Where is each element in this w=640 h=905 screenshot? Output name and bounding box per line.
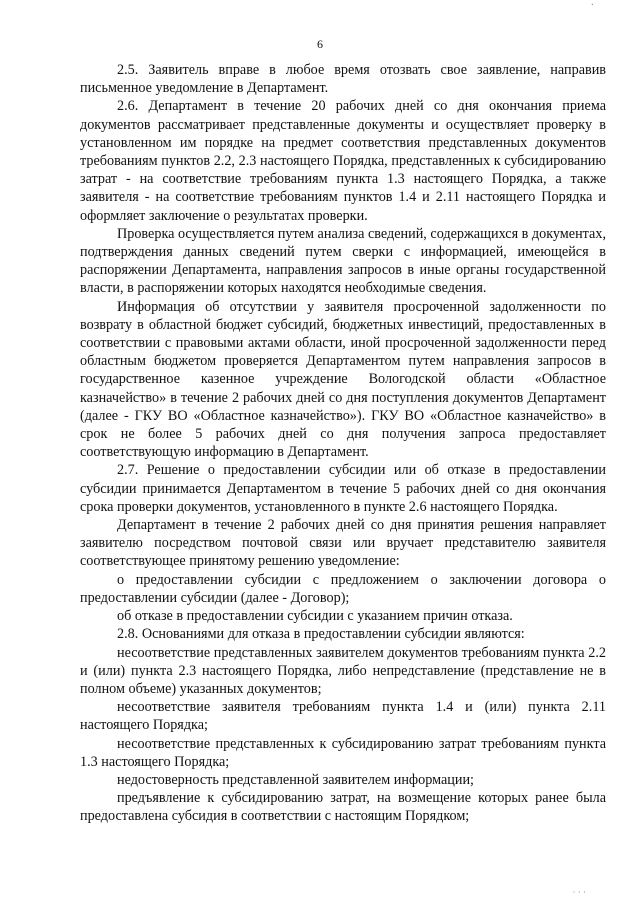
paragraph-reason-false-info: недостоверность представленной заявителем информации; — [117, 771, 474, 788]
paragraph-2-6: 2.6. Департамент в течение 20 рабочих дней со дня окончания приема документов рассматривает представленные документы и осуществляет проверку в установленном им порядке на предмет соответствия представленных документов требованиям пунктов 2.2, 2.3 настоящего Порядка, представленных к субсидированию затрат - на соответствие требованиям пункта 1.3 настоящего Порядка, а также заявителя - на соответствие требованиям пунктов 1.4 и 2.11 настоящего Порядка и оформляет заключение о результатах проверки. — [80, 98, 606, 224]
paragraph-reason-documents: несоответствие представленных заявителем документов требованиям пункта 2.2 и (или) пункта 2.3 настоящего Порядка, либо непредставление (представление не в полном объеме) указанных документов; — [80, 644, 606, 697]
footer-mark: · · · — [572, 887, 586, 897]
document-body — [80, 61, 606, 826]
paragraph-notification: Департамент в течение 2 рабочих дней со дня принятия решения направляет заявителю посредством почтовой связи или вручает представителю заявителя соответствующее принятому решению уведомление: — [80, 517, 606, 570]
paragraph-reason-applicant: несоответствие заявителя требованиям пункта 1.4 и (или) пункта 2.11 настоящего Порядка; — [80, 699, 606, 734]
paragraph-2-8: 2.8. Основаниями для отказа в предоставлении субсидии являются: — [117, 626, 525, 643]
paragraph-reason-costs: несоответствие представленных к субсидированию затрат требованиям пункта 1.3 настоящего Порядка; — [80, 735, 606, 770]
paragraph-grant-offer: о предоставлении субсидии с предложением о заключении договора о предоставлении субсидии (далее - Договор); — [80, 571, 606, 606]
page-number: 6 — [317, 37, 323, 51]
paragraph-debt-info: Информация об отсутствии у заявителя просроченной задолженности по возврату в областной бюджет субсидий, бюджетных инвестиций, предоставленных в соответствии с правовыми актами области, иной просроченной задолженности перед областным бюджетом проверяется Департаментом путем направления запросов в государственное казенное учреждение Вологодской области «Областное казначейство» в течение 2 рабочих дней со дня поступления документов Департамент (далее - ГКУ ВО «Областное казначейство»). ГКУ ВО «Областное казначейство» в срок не более 5 рабочих дней со дня получения запроса предоставляет соответствующую информацию в Департамент. — [80, 298, 606, 461]
paragraph-2-5: 2.5. Заявитель вправе в любое время отозвать свое заявление, направив письменное уведомление в Департамент. — [80, 62, 606, 97]
paragraph-refusal: об отказе в предоставлении субсидии с указанием причин отказа. — [117, 608, 513, 625]
paragraph-verification: Проверка осуществляется путем анализа сведений, содержащихся в документах, подтверждения данных сведений путем сверки с информацией, имеющейся в распоряжении Департамента, направления запросов в иные органы государственной власти, в распоряжении которых находятся необходимые сведения. — [80, 225, 606, 297]
paragraph-2-7: 2.7. Решение о предоставлении субсидии или об отказе в предоставлении субсидии принимается Департаментом в течение 5 рабочих дней со дня окончания срока проверки документов, установленного в пункте 2.6 настоящего Порядка. — [80, 462, 606, 515]
paragraph-reason-duplicate: предъявление к субсидированию затрат, на возмещение которых ранее была предоставлена субсидия в соответствии с настоящим Порядком; — [80, 790, 606, 825]
corner-mark: · — [590, 0, 594, 11]
